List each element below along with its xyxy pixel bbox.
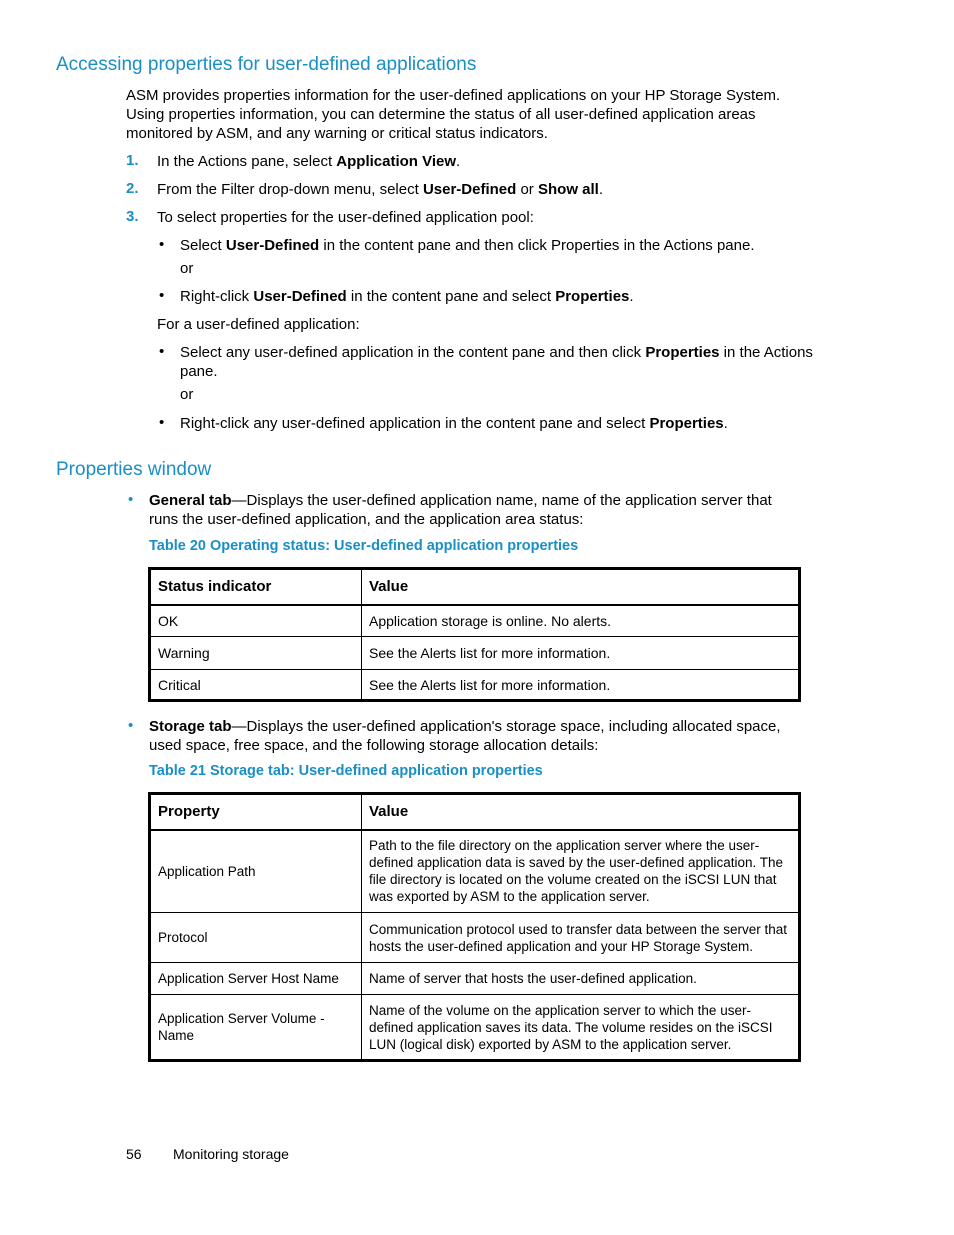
table-cell: See the Alerts list for more information. (362, 670, 800, 701)
bullet-icon: • (159, 343, 165, 360)
table-cell: See the Alerts list for more information. (362, 637, 800, 670)
table-cell: Application Server Host Name (150, 963, 362, 995)
table-cell: Critical (150, 670, 362, 701)
bullet-icon: • (159, 414, 165, 431)
table-21-caption: Table 21 Storage tab: User-defined application properties (149, 763, 543, 779)
table-cell: Name of the volume on the application server to which the user-defined application saves its data. The volume resides on the iSCSI LUN (logical disk) exported by ASM to the application server. (362, 995, 800, 1061)
table-row (150, 995, 800, 1061)
table-header-row (150, 569, 800, 605)
table-cell: Communication protocol used to transfer data between the server that hosts the user-defined application and your HP Storage System. (362, 913, 800, 963)
table-21 (148, 792, 801, 1062)
table-header-cell: Value (362, 794, 800, 830)
bullet-icon: • (159, 287, 165, 304)
bullet-icon: • (128, 491, 134, 508)
table-cell: Path to the file directory on the application server where the user-defined application data is saved by the user-defined application. The file directory is located on the volume created on the iSCSI LUN that was exported by ASM to the application server. (362, 830, 800, 913)
app-bullet-1-continued: pane. (180, 363, 218, 380)
app-bullet-1: Select any user-defined application in the content pane and then click Properties in the Actions (180, 344, 813, 361)
table-header-cell: Status indicator (150, 569, 362, 605)
table-cell: Warning (150, 637, 362, 670)
table-cell: Name of server that hosts the user-defined application. (362, 963, 800, 995)
table-cell: Application storage is online. No alerts. (362, 605, 800, 637)
step-number: 1. (126, 152, 139, 169)
page-number: 56 (126, 1146, 142, 1162)
app-bullet-2: Right-click any user-defined application in the content pane and select Properties. (180, 415, 728, 432)
table-row (150, 913, 800, 963)
table-row (150, 963, 800, 995)
table-header-row (150, 794, 800, 830)
table-20-caption: Table 20 Operating status: User-defined application properties (149, 538, 579, 554)
intro-paragraph: ASM provides properties information for the user-defined applications on your HP Storage System. Using properties information, you can determine the status of all user-defined application areas monitored by ASM, and any warning or critical status indicators. (126, 87, 781, 142)
table-header-cell: Property (150, 794, 362, 830)
section-heading-properties-window: Properties window (56, 459, 212, 480)
storage-tab-description: Storage tab—Displays the user-defined application's storage space, including allocated space, used space, free space, and the following storage allocation details: (149, 718, 781, 754)
step-2-text: From the Filter drop-down menu, select User-Defined or Show all. (157, 181, 603, 198)
general-tab-description: General tab—Displays the user-defined application name, name of the application server that runs the user-defined application, and the application area status: (149, 492, 772, 528)
table-row (150, 830, 800, 913)
step-1-text: In the Actions pane, select Application View. (157, 153, 461, 170)
table-cell: Protocol (150, 913, 362, 963)
bullet-icon: • (159, 236, 165, 253)
table-row (150, 637, 800, 670)
table-20 (148, 567, 801, 702)
table-cell: OK (150, 605, 362, 637)
step-number: 2. (126, 180, 139, 197)
bullet-icon: • (128, 717, 134, 734)
section-heading-accessing-properties: Accessing properties for user-defined applications (56, 54, 477, 75)
table-cell: Application Path (150, 830, 362, 913)
footer-section-title: Monitoring storage (173, 1146, 289, 1162)
pool-bullet-1: Select User-Defined in the content pane and then click Properties in the Actions pane. (180, 237, 755, 254)
table-header-cell: Value (362, 569, 800, 605)
table-row (150, 670, 800, 701)
table-cell: Application Server Volume - Name (150, 995, 362, 1061)
table-row (150, 605, 800, 637)
or-label: or (180, 260, 194, 277)
step-number: 3. (126, 208, 139, 225)
or-label: or (180, 386, 194, 403)
pool-bullet-2: Right-click User-Defined in the content pane and select Properties. (180, 288, 634, 305)
step-3-text: To select properties for the user-defined application pool: (157, 209, 534, 226)
app-intro: For a user-defined application: (157, 316, 360, 333)
